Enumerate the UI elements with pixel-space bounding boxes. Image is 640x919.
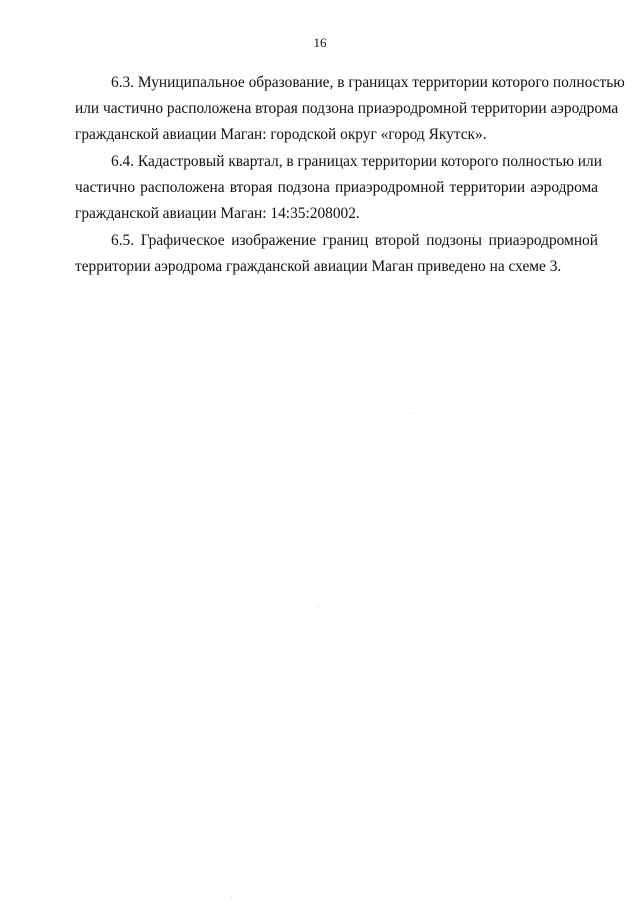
paragraph-6-3 xyxy=(75,70,625,148)
scan-speck xyxy=(231,897,232,898)
scan-speck xyxy=(410,413,411,414)
paragraph-line: частично расположена вторая подзона приаэродромной территории аэродрома xyxy=(75,179,598,196)
paragraph-line: 6.3. Муниципальное образование, в границах территории которого полностью xyxy=(111,74,625,91)
document-body xyxy=(75,70,625,281)
paragraph-line: гражданской авиации Маган: 14:35:208002. xyxy=(75,205,360,222)
paragraph-line: 6.4. Кадастровый квартал, в границах территории которого полностью или xyxy=(111,153,602,170)
paragraph-line: территории аэродрома гражданской авиации Маган приведено на схеме 3. xyxy=(75,258,562,275)
paragraph-6-5 xyxy=(75,228,598,280)
scan-speck xyxy=(318,606,319,607)
page-number: 16 xyxy=(313,35,327,50)
paragraph-6-4 xyxy=(75,149,602,227)
paragraph-line: 6.5. Графическое изображение границ второй подзоны приаэродромной xyxy=(111,232,598,249)
paragraph-line: гражданской авиации Маган: городской округ «город Якутск». xyxy=(75,126,487,143)
paragraph-line: или частично расположена вторая подзона приаэродромной территории аэродрома xyxy=(75,100,619,117)
